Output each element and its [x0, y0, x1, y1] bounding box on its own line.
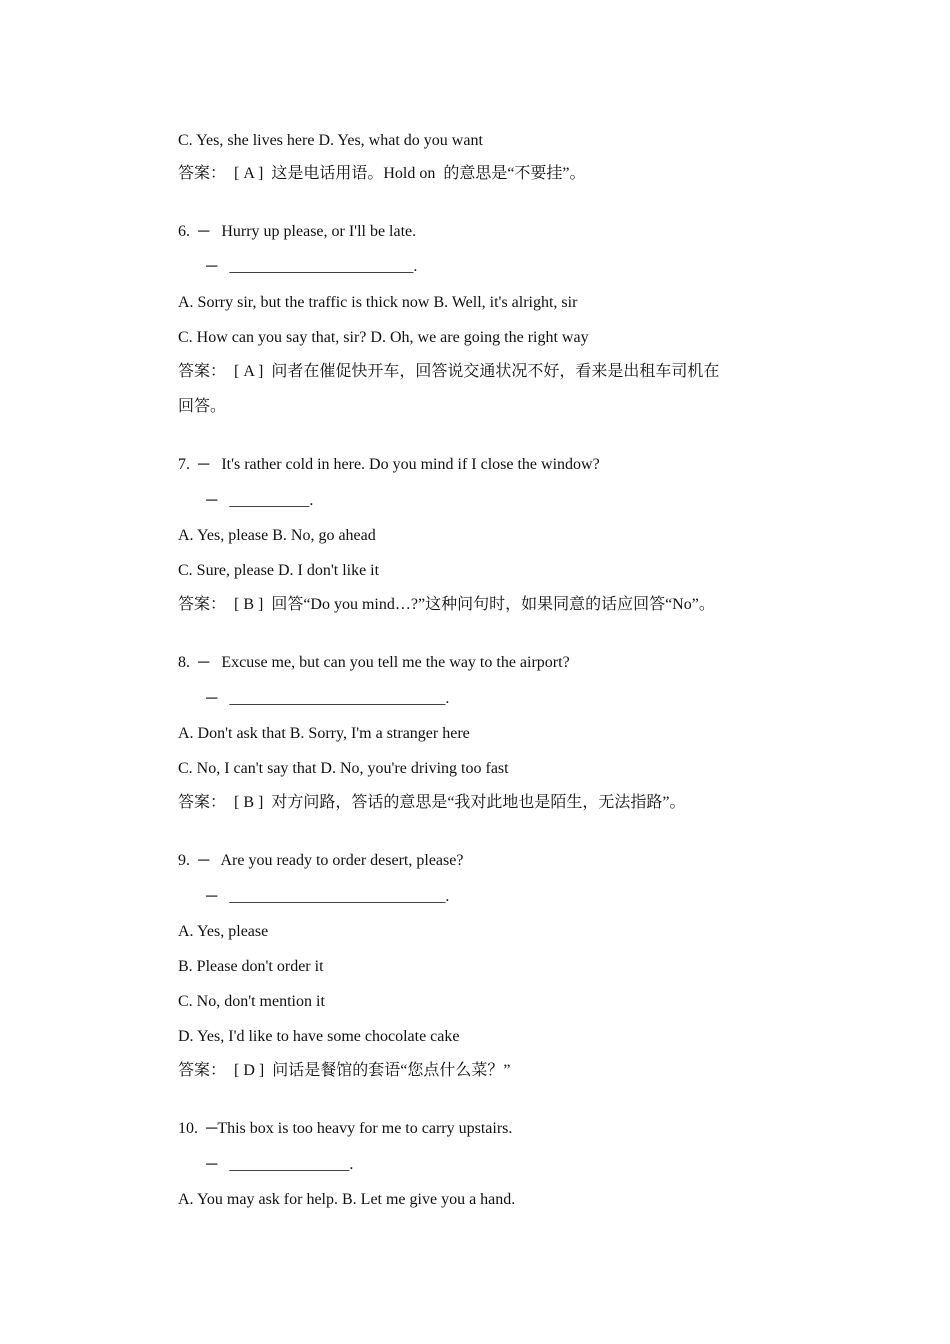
option-line: B. Please don't order it — [178, 958, 324, 975]
option-line: A. You may ask for help. B. Let me give you a hand. — [178, 1191, 516, 1208]
question-8: 8. ─ Excuse me, but can you tell me the way to the airport? — [178, 654, 570, 671]
question-10: 10. ─This box is too heavy for me to carry upstairs. — [178, 1120, 513, 1137]
question-6: 6. ─ Hurry up please, or I'll be late. — [178, 223, 417, 240]
question-7: 7. ─ It's rather cold in here. Do you mind if I close the window? — [178, 456, 600, 473]
option-line: A. Yes, please — [178, 923, 269, 940]
option-line: A. Yes, please B. No, go ahead — [178, 527, 376, 544]
option-line: C. Sure, please D. I don't like it — [178, 562, 380, 579]
option-line: C. How can you say that, sir? D. Oh, we are going the right way — [178, 329, 589, 346]
answer-blank: ─ ___________________________. — [206, 690, 450, 707]
answer-line: 答案： [ B ] 回答“Do you mind…?”这种问句时，如果同意的话应回答“No”。 — [178, 596, 715, 613]
option-line: C. No, I can't say that D. No, you're driving too fast — [178, 760, 509, 777]
answer-blank: ─ _______________. — [206, 1156, 354, 1173]
answer-line: 答案： [ A ] 这是电话用语。Hold on 的意思是“不要挂”。 — [178, 165, 586, 182]
option-line: D. Yes, I'd like to have some chocolate cake — [178, 1028, 460, 1045]
answer-line: 答案： [ D ] 问话是餐馆的套语“您点什么菜？” — [178, 1062, 511, 1079]
answer-line: 答案： [ B ] 对方问路，答话的意思是“我对此地也是陌生，无法指路”。 — [178, 794, 686, 811]
text-line: C. Yes, she lives here D. Yes, what do you want — [178, 132, 483, 149]
answer-line: 答案： [ A ] 问者在催促快开车，回答说交通状况不好，看来是出租车司机在 — [178, 363, 720, 380]
option-line: A. Don't ask that B. Sorry, I'm a stranger here — [178, 725, 470, 742]
answer-line-cont: 回答。 — [178, 398, 227, 415]
option-line: C. No, don't mention it — [178, 993, 325, 1010]
option-line: A. Sorry sir, but the traffic is thick now B. Well, it's alright, sir — [178, 294, 578, 311]
question-9: 9. ─ Are you ready to order desert, please? — [178, 852, 464, 869]
answer-blank: ─ ___________________________. — [206, 888, 450, 905]
answer-blank: ─ _______________________. — [206, 258, 418, 275]
answer-blank: ─ __________. — [206, 492, 314, 509]
